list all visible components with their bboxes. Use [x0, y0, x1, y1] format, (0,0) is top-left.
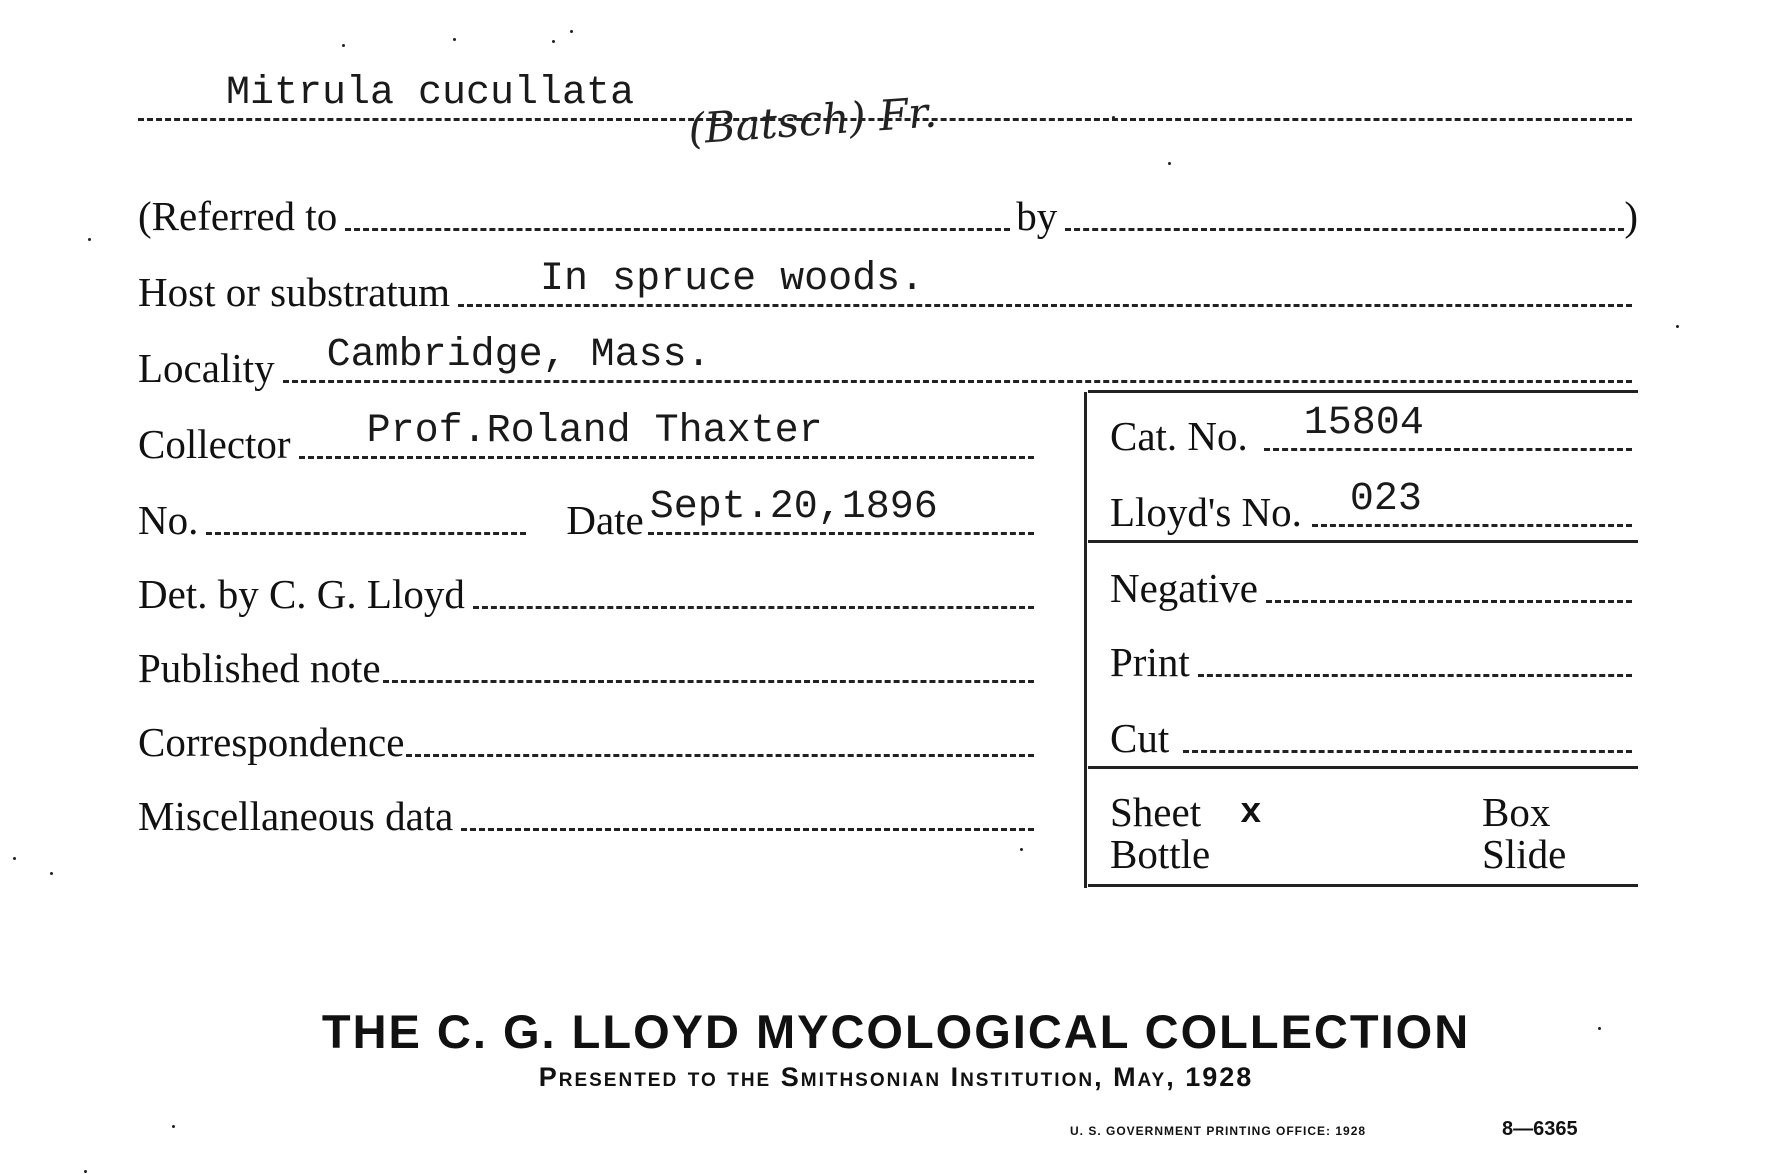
- print-row: [1110, 639, 1638, 685]
- misc-line: [461, 828, 1034, 831]
- lloyds-row: [1110, 477, 1638, 535]
- locality-row: [138, 333, 1638, 391]
- collector-line: [299, 409, 1034, 459]
- form-number: 8—6365: [1502, 1118, 1578, 1140]
- referred-label: (Referred to: [138, 193, 338, 239]
- box-label: Box: [1482, 789, 1551, 835]
- specimen-name-typed: Mitrula cucullata: [226, 71, 635, 116]
- locality-label: Locality: [138, 345, 275, 391]
- referred-by-line: [1065, 228, 1624, 231]
- right-box-rule: [1088, 540, 1638, 543]
- negative-row: [1110, 565, 1638, 611]
- referred-by-label: by: [1016, 193, 1058, 239]
- speck: [88, 238, 91, 241]
- lloyds-value: 023: [1349, 477, 1422, 522]
- referred-close: ): [1624, 193, 1638, 239]
- negative-label: Negative: [1110, 565, 1258, 611]
- misc-row: [138, 793, 1040, 839]
- speck: [50, 872, 53, 875]
- collector-label: Collector: [138, 421, 291, 467]
- det-line: [473, 606, 1034, 609]
- number-line: [206, 532, 526, 535]
- published-row: [138, 645, 1040, 691]
- collection-subtitle: Presented to the Smithsonian Institution, May, 1928: [538, 1062, 1254, 1092]
- misc-label: Miscellaneous data: [138, 793, 454, 839]
- correspondence-row: [138, 719, 1040, 765]
- cut-line: [1183, 750, 1632, 753]
- specimen-authority-handwritten: (Batsch) Fr.: [686, 87, 939, 154]
- print-line: [1198, 674, 1632, 677]
- catalog-value: 15804: [1303, 401, 1424, 446]
- locality-value: Cambridge, Mass.: [326, 333, 711, 378]
- catalog-row: [1110, 401, 1638, 459]
- sheet-mark: x: [1240, 792, 1262, 833]
- collector-row: [138, 409, 1040, 467]
- number-date-row: [138, 485, 1040, 543]
- speck: [13, 857, 16, 860]
- number-label: No.: [138, 497, 199, 543]
- correspondence-label: Correspondence: [138, 719, 405, 765]
- right-box-rule: [1088, 766, 1638, 769]
- lloyds-line: [1312, 477, 1632, 527]
- bottle-label: Bottle: [1110, 831, 1211, 877]
- catalog-line: [1264, 401, 1632, 451]
- correspondence-line: [406, 754, 1034, 757]
- locality-line: [283, 333, 1632, 383]
- collection-title: THE C. G. LLOYD MYCOLOGICAL COLLECTION: [321, 1005, 1471, 1058]
- lloyds-label: Lloyd's No.: [1110, 489, 1302, 535]
- det-label: Det. by C. G. Lloyd: [138, 571, 465, 617]
- slide-label: Slide: [1482, 831, 1567, 877]
- print-label: Print: [1110, 639, 1190, 685]
- speck: [453, 38, 456, 41]
- right-box-top-rule: [1088, 390, 1638, 393]
- speck: [570, 30, 573, 33]
- det-row: [138, 571, 1040, 617]
- catalog-label: Cat. No.: [1110, 413, 1248, 459]
- right-box-bottom-rule: [1088, 884, 1638, 887]
- host-row: [138, 257, 1638, 315]
- date-value: Sept.20,1896: [649, 485, 938, 530]
- speck: [552, 40, 555, 43]
- date-line: [648, 485, 1034, 535]
- speck: [172, 1125, 175, 1128]
- speck: [342, 44, 345, 47]
- speck: [84, 1170, 87, 1173]
- host-line: [458, 257, 1632, 307]
- date-label: Date: [566, 497, 644, 543]
- printer-imprint: U. S. GOVERNMENT PRINTING OFFICE: 1928: [1070, 1124, 1367, 1138]
- host-label: Host or substratum: [138, 269, 451, 315]
- cut-row: [1110, 715, 1638, 761]
- published-line: [383, 680, 1034, 683]
- referred-line: [345, 228, 1010, 231]
- published-label: Published note: [138, 645, 381, 691]
- speck: [1168, 162, 1171, 165]
- sheet-label: Sheet: [1110, 789, 1202, 835]
- host-value: In spruce woods.: [540, 257, 925, 302]
- cut-label: Cut: [1110, 715, 1170, 761]
- referred-row: [138, 193, 1638, 239]
- speck: [1676, 325, 1679, 328]
- speck: [1020, 848, 1023, 851]
- negative-line: [1266, 600, 1632, 603]
- collector-value: Prof.Roland Thaxter: [366, 409, 823, 454]
- right-box-divider: [1084, 392, 1087, 888]
